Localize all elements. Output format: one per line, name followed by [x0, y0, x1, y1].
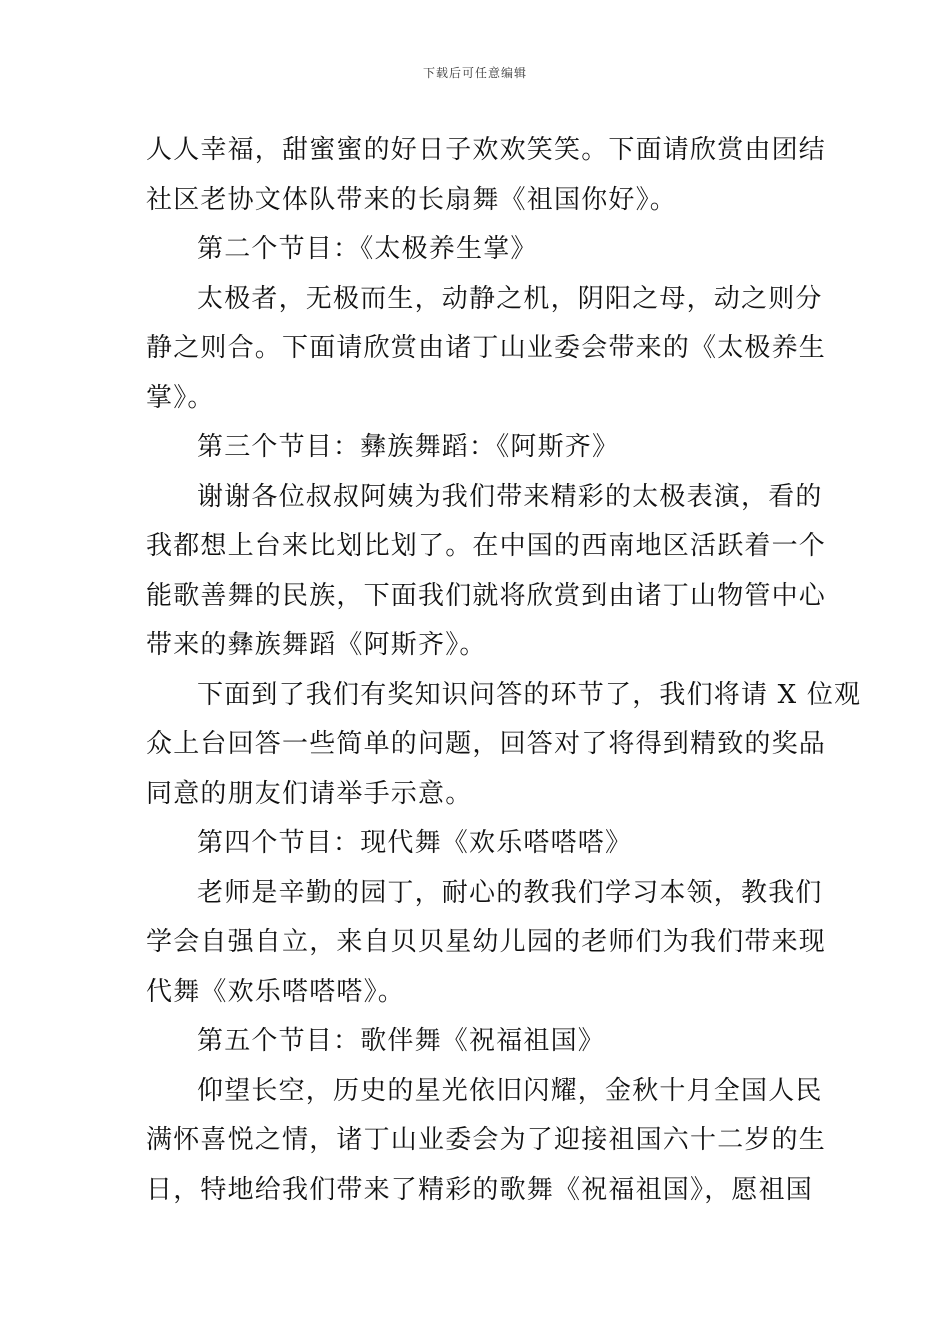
- text-line: 代舞《欢乐嗒嗒嗒》。: [146, 976, 406, 1007]
- text-line: 满怀喜悦之情，诸丁山业委会为了迎接祖国六十二岁的生: [146, 1125, 827, 1155]
- program-heading: 第二个节目：《太极养生掌》: [197, 234, 538, 264]
- program-heading: 第四个节目：现代舞《欢乐嗒嗒嗒》: [197, 828, 633, 858]
- page-header-note: 下载后可任意编辑: [422, 66, 527, 80]
- program-heading: 第五个节目：歌伴舞《祝福祖国》: [197, 1026, 606, 1056]
- text-line: 老师是辛勤的园丁，耐心的教我们学习本领，教我们: [197, 877, 823, 908]
- document-body: [146, 126, 862, 1215]
- program-heading: 第三个节目：彝族舞蹈：《阿斯齐》: [197, 432, 620, 462]
- text-line: 能歌善舞的民族，下面我们就将欣赏到由诸丁山物管中心: [146, 580, 827, 611]
- text-line: 掌》。: [146, 382, 215, 413]
- text-line: 带来的彝族舞蹈《阿斯齐》。: [146, 630, 487, 660]
- text-line: 人人幸福，甜蜜蜜的好日子欢欢笑笑。下面请欣赏由团结: [146, 135, 827, 165]
- text-line: 太极者，无极而生，动静之机，阴阳之母，动之则分: [197, 283, 823, 314]
- text-line: 静之则合。下面请欣赏由诸丁山业委会带来的《太极养生: [146, 333, 827, 363]
- text-line: 日，特地给我们带来了精彩的歌舞《祝福祖国》，愿祖国: [146, 1174, 814, 1205]
- text-line: 众上台回答一些简单的问题，回答对了将得到精致的奖品: [146, 729, 827, 759]
- text-line: 仰望长空，历史的星光依旧闪耀，金秋十月全国人民: [197, 1075, 823, 1106]
- text-line: 下面到了我们有奖知识问答的环节了，我们将请 X 位观: [197, 679, 862, 710]
- text-line: 学会自强自立，来自贝贝星幼儿园的老师们为我们带来现: [146, 927, 827, 957]
- text-line: 社区老协文体队带来的长扇舞《祖国你好》。: [146, 184, 678, 215]
- text-line: 谢谢各位叔叔阿姨为我们带来精彩的太极表演，看的: [197, 481, 823, 512]
- text-line: 我都想上台来比划比划了。在中国的西南地区活跃着一个: [146, 531, 827, 561]
- text-line: 同意的朋友们请举手示意。: [146, 778, 473, 809]
